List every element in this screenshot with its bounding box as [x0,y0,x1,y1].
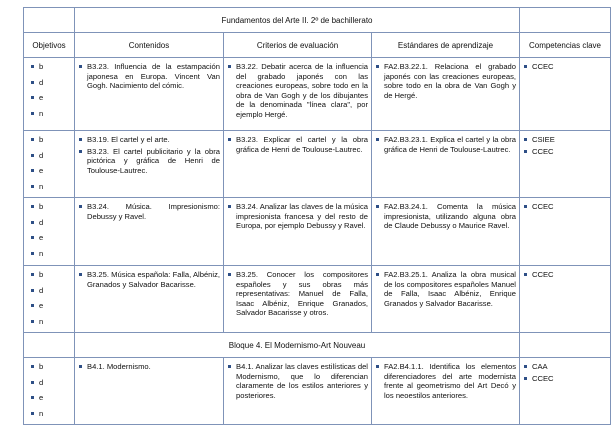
bullet-item: B3.24. Música. Impresionismo: Debussy y Ravel. [78,202,220,221]
title-right-cell [520,8,611,33]
header-estandares: Estándares de aprendizaje [372,33,520,58]
competencias-cell [520,358,611,425]
bullet-item: FA2.B3.25.1. Analiza la obra musical de los compositores españoles Manuel de Falla, Isaac Albéniz, Enrique Granados y Salvador Bacarisse. [375,270,516,308]
bullet-item: B3.22. Debatir acerca de la influencia del grabado japonés con las creaciones europeas, sobre todo en la obra de Van Gogh y de los dibujantes de la denominada "línea clara", por ejemplo Hergé. [227,62,368,120]
bullet-item: b [30,62,74,78]
criterios-cell [224,198,372,266]
table-row [24,358,611,425]
bullet-item: n [30,317,74,333]
bullet-item: d [30,218,74,234]
criterios-cell [224,266,372,333]
objetivos-cell [24,198,75,266]
contenidos-cell [75,58,224,131]
bullet-item: B3.23. Influencia de la estampación japonesa en Europa. Vincent Van Gogh. Nacimiento del cómic. [78,62,220,91]
block-title-row [24,333,611,358]
bullet-item: FA2.B3.22.1. Relaciona el grabado japonés con las creaciones europeas, sobre todo en la obra de Van Gogh y de Hergé. [375,62,516,100]
bullet-item: n [30,109,74,125]
bullet-item: e [30,233,74,249]
header-objetivos: Objetivos [24,33,75,58]
bullet-item: B4.1. Modernismo. [78,362,220,372]
criterios-cell [224,58,372,131]
bullet-item: CCEC [523,62,607,72]
block-right-cell [520,333,611,358]
bullet-item: n [30,249,74,265]
header-competencias: Competencias clave [520,33,611,58]
bullet-item: e [30,393,74,409]
table-row [24,131,611,198]
bullet-item: n [30,182,74,198]
competencias-cell [520,266,611,333]
bullet-item: d [30,151,74,167]
estandares-cell [372,198,520,266]
contenidos-cell [75,131,224,198]
bullet-item: b [30,135,74,151]
table-title: Fundamentos del Arte II. 2º de bachillerato [75,8,520,33]
competencias-cell [520,58,611,131]
bullet-item: e [30,301,74,317]
objetivos-cell [24,58,75,131]
bullet-item: CCEC [523,374,607,384]
bullet-item: CAA [523,362,607,372]
bullet-item: FA2.B3.23.1. Explica el cartel y la obra gráfica de Henri de Toulouse-Lautrec. [375,135,516,154]
block-left-cell [24,333,75,358]
contenidos-cell [75,198,224,266]
bullet-item: FA2.B3.24.1. Comenta la música impresionista, utilizando alguna obra de Claude Debussy o Maurice Ravel. [375,202,516,231]
objetivos-cell [24,266,75,333]
competencias-cell [520,131,611,198]
contenidos-cell [75,266,224,333]
bullet-item: CCEC [523,147,607,157]
table-row [24,58,611,131]
bullet-item: B3.25. Conocer los compositores españoles y sus obras más representativas: Manuel de Falla, Isaac Albéniz, Enrique Granados, Salvador Bacarisse y otros. [227,270,368,318]
estandares-cell [372,58,520,131]
criterios-cell [224,358,372,425]
estandares-cell [372,131,520,198]
objetivos-cell [24,131,75,198]
bullet-item: B3.24. Analizar las claves de la música impresionista francesa y del resto de Europa, por ejemplo Debussy y Ravel. [227,202,368,231]
bullet-item: FA2.B4.1.1. Identifica los elementos diferenciadores del arte modernista frente al geometrismo del Art Decó y los neoestilos anteriores. [375,362,516,400]
bullet-item: e [30,93,74,109]
bullet-item: CCEC [523,202,607,212]
bullet-item: CSIEE [523,135,607,145]
contenidos-cell [75,358,224,425]
bullet-item: d [30,286,74,302]
bullet-item: B4.1. Analizar las claves estilísticas del Modernismo, que lo diferencian claramente de los estilos anteriores y posteriores. [227,362,368,400]
header-row [24,33,611,58]
competencias-cell [520,198,611,266]
bullet-item: B3.23. Explicar el cartel y la obra gráfica de Henri de Toulouse-Lautrec. [227,135,368,154]
estandares-cell [372,358,520,425]
bullet-item: B3.25. Música española: Falla, Albéniz, Granados y Salvador Bacarisse. [78,270,220,289]
table-row [24,198,611,266]
header-contenidos: Contenidos [75,33,224,58]
bullet-item: n [30,409,74,425]
bullet-item: CCEC [523,270,607,280]
curriculum-table [23,7,611,425]
bullet-item: e [30,166,74,182]
bullet-item: b [30,362,74,378]
bullet-item: b [30,202,74,218]
estandares-cell [372,266,520,333]
bullet-item: B3.19. El cartel y el arte. [78,135,220,145]
bullet-item: B3.23. El cartel publicitario y la obra pictórica y gráfica de Henri de Toulouse-Lautrec. [78,147,220,176]
objetivos-cell [24,358,75,425]
bullet-item: d [30,378,74,394]
table-row [24,266,611,333]
criterios-cell [224,131,372,198]
block-title: Bloque 4. El Modernismo-Art Nouveau [75,333,520,358]
bullet-item: b [30,270,74,286]
header-criterios: Criterios de evaluación [224,33,372,58]
corner-cell [24,8,75,33]
bullet-item: d [30,78,74,94]
